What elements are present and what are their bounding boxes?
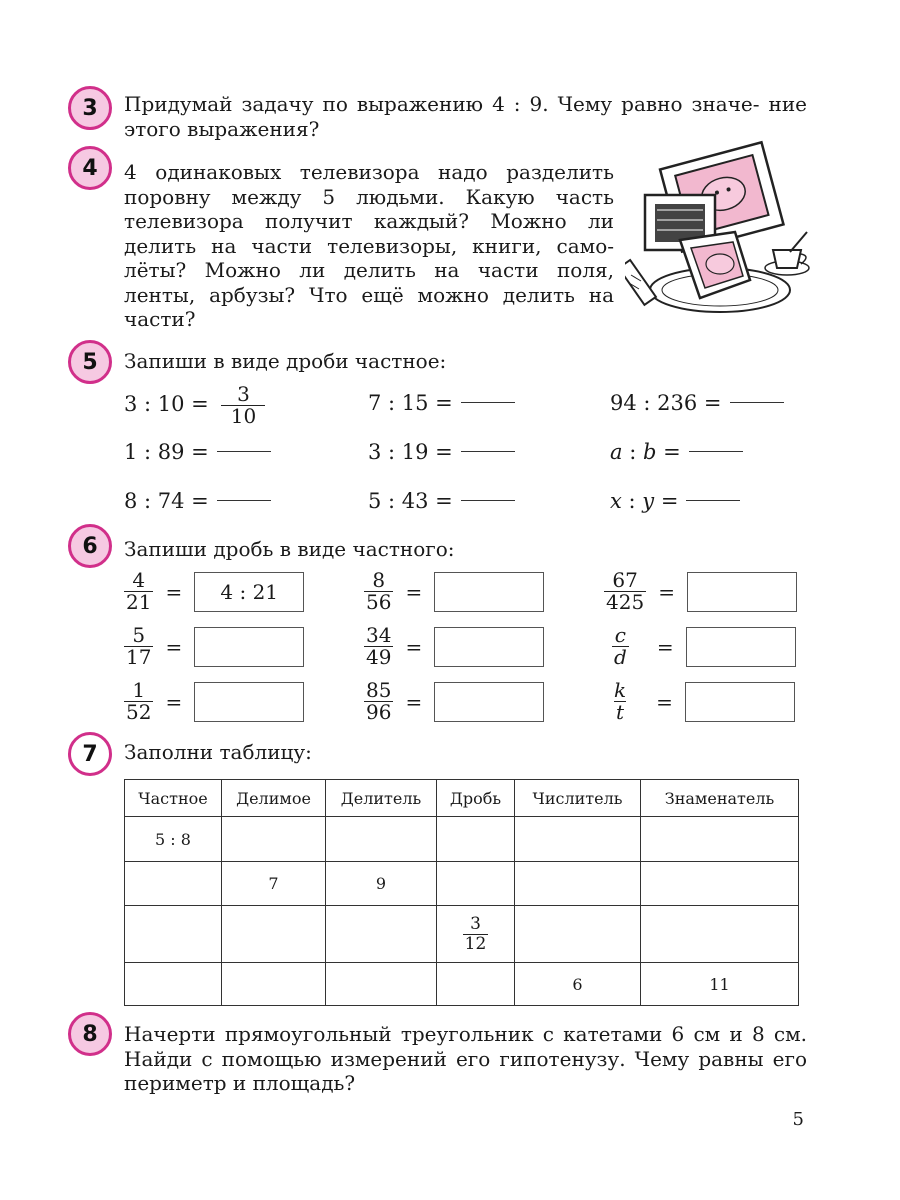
answer-blank[interactable] bbox=[217, 500, 271, 501]
fraction-denominator: 96 bbox=[366, 700, 392, 724]
equals-sign: = bbox=[656, 634, 674, 659]
answer-box[interactable] bbox=[194, 627, 304, 667]
equals-sign: = bbox=[405, 689, 423, 714]
table-header: Дробь bbox=[437, 780, 515, 817]
division-expression bbox=[368, 440, 515, 464]
table-header: Делитель bbox=[326, 780, 437, 817]
table-cell[interactable] bbox=[515, 906, 641, 963]
variable: x bbox=[610, 489, 622, 513]
answer-blank[interactable] bbox=[461, 451, 515, 452]
answer-box[interactable] bbox=[685, 682, 795, 722]
fraction bbox=[604, 570, 646, 613]
task-number-badge bbox=[68, 732, 112, 776]
fraction bbox=[463, 915, 489, 954]
task-number: 6 bbox=[82, 533, 98, 559]
expression-text: 8 : 74 = bbox=[124, 489, 209, 513]
task-number-badge bbox=[68, 524, 112, 568]
table-header: Частное bbox=[125, 780, 222, 817]
fraction-numerator: c bbox=[614, 623, 626, 647]
division-expression bbox=[124, 489, 271, 513]
fraction-numerator: 8 bbox=[372, 568, 386, 592]
expression-text: 7 : 15 = bbox=[368, 391, 453, 415]
answer-blank[interactable] bbox=[217, 451, 271, 452]
fraction-denominator: 21 bbox=[126, 590, 152, 614]
answer-blank[interactable] bbox=[686, 500, 740, 501]
answer-box[interactable]: 4 : 21 bbox=[194, 572, 304, 612]
division-expression bbox=[368, 391, 515, 415]
fraction bbox=[612, 625, 629, 668]
task-number: 7 bbox=[82, 741, 98, 767]
task-number: 8 bbox=[82, 1021, 98, 1047]
task-number-badge bbox=[68, 86, 112, 130]
variable: y bbox=[642, 489, 655, 513]
task-8-text: Начерти прямоугольный треугольник с катетами 6 см и 8 см. Найди с помощью измерений его гипотенузу. Чему равны его периметр и площадь? bbox=[124, 1022, 807, 1095]
task-5-instruction: Запиши в виде дроби частное: bbox=[124, 349, 447, 373]
tv-pig-illustration bbox=[625, 140, 815, 340]
answer-blank[interactable] bbox=[730, 402, 784, 403]
fraction-row bbox=[124, 680, 304, 723]
table-cell[interactable] bbox=[326, 906, 437, 963]
table-cell[interactable] bbox=[222, 906, 326, 963]
table-cell[interactable]: 7 bbox=[222, 862, 326, 906]
expression-text: 3 : 10 = bbox=[124, 392, 209, 416]
fraction-numerator: 85 bbox=[366, 678, 392, 702]
table-cell[interactable] bbox=[515, 862, 641, 906]
division-expression bbox=[124, 384, 265, 427]
fraction-row bbox=[364, 570, 544, 613]
equals-sign: = bbox=[405, 579, 423, 604]
table-cell[interactable] bbox=[437, 906, 515, 963]
fraction bbox=[124, 625, 153, 668]
table-cell[interactable] bbox=[641, 817, 799, 862]
fraction-row bbox=[124, 570, 304, 613]
table-cell[interactable] bbox=[641, 862, 799, 906]
table-cell[interactable] bbox=[437, 817, 515, 862]
page-number: 5 bbox=[792, 1109, 804, 1130]
task-number: 3 bbox=[82, 95, 98, 121]
fraction-denominator: 52 bbox=[126, 700, 152, 724]
expression-text: 94 : 236 = bbox=[610, 391, 722, 415]
fraction bbox=[124, 570, 153, 613]
operator: : bbox=[622, 440, 643, 464]
fraction-row bbox=[124, 625, 304, 668]
answer-box[interactable] bbox=[434, 627, 544, 667]
task-number-badge bbox=[68, 340, 112, 384]
equals-sign: = bbox=[656, 689, 673, 714]
equals-sign: = bbox=[165, 689, 183, 714]
fraction bbox=[364, 680, 393, 723]
fraction-row bbox=[604, 570, 797, 613]
table-header: Знаменатель bbox=[641, 780, 799, 817]
fraction-numerator: 5 bbox=[132, 623, 146, 647]
table-cell[interactable] bbox=[222, 817, 326, 862]
answer-box[interactable] bbox=[686, 627, 796, 667]
fraction-denominator: 425 bbox=[606, 590, 645, 614]
fraction-numerator: k bbox=[614, 678, 627, 702]
answer-box[interactable] bbox=[434, 682, 544, 722]
expression-text: 3 : 19 = bbox=[368, 440, 453, 464]
equals: = bbox=[656, 440, 681, 464]
fraction bbox=[364, 625, 393, 668]
division-expression bbox=[610, 489, 740, 513]
task-number: 4 bbox=[82, 155, 98, 181]
table-cell[interactable]: 6 bbox=[515, 963, 641, 1006]
expression-text: 5 : 43 = bbox=[368, 489, 453, 513]
fraction-numerator: 4 bbox=[132, 568, 146, 592]
table-cell[interactable] bbox=[222, 963, 326, 1006]
fraction-table bbox=[124, 779, 799, 1006]
table-cell[interactable] bbox=[437, 963, 515, 1006]
table-cell[interactable] bbox=[641, 906, 799, 963]
division-expression bbox=[368, 489, 515, 513]
fraction bbox=[221, 384, 265, 427]
equals-sign: = bbox=[165, 634, 183, 659]
table-cell[interactable]: 5 : 8 bbox=[125, 817, 222, 862]
table-header: Числитель bbox=[515, 780, 641, 817]
task-7-instruction: Заполни таблицу: bbox=[124, 740, 312, 764]
task-number-badge bbox=[68, 1012, 112, 1056]
table-cell[interactable] bbox=[437, 862, 515, 906]
table-cell[interactable] bbox=[515, 817, 641, 862]
answer-box[interactable] bbox=[687, 572, 797, 612]
fraction bbox=[124, 680, 153, 723]
equals: = bbox=[654, 489, 679, 513]
fraction-denominator: 12 bbox=[464, 933, 487, 954]
answer-blank[interactable] bbox=[461, 402, 515, 403]
task-4-text: 4 одинаковых телевизора надо разделить поровну между 5 людьми. Какую часть телевизора получит каждый? Можно ли делить на части телевизоры, книги, само- лёты? Можно ли делить на части поля, ленты, арбузы? Что ещё можно делить на части? bbox=[124, 160, 614, 331]
fraction-row bbox=[364, 625, 544, 668]
variable: b bbox=[642, 440, 657, 464]
fraction-numerator: 3 bbox=[470, 913, 481, 934]
fraction-row bbox=[612, 625, 796, 668]
fraction-numerator: 34 bbox=[366, 623, 392, 647]
task-number-badge bbox=[68, 146, 112, 190]
fraction-denominator: t bbox=[616, 700, 625, 724]
fraction bbox=[612, 680, 628, 723]
division-expression bbox=[610, 391, 784, 415]
fraction-denominator: 49 bbox=[366, 645, 392, 669]
fraction-denominator: 17 bbox=[126, 645, 152, 669]
table-cell[interactable] bbox=[326, 963, 437, 1006]
task-number: 5 bbox=[82, 349, 98, 375]
fraction-numerator: 1 bbox=[132, 678, 146, 702]
fraction-denominator: d bbox=[614, 645, 627, 669]
fraction-denominator: 10 bbox=[221, 405, 265, 427]
table-cell[interactable] bbox=[326, 817, 437, 862]
operator: : bbox=[621, 489, 643, 513]
division-expression bbox=[124, 440, 271, 464]
answer-blank[interactable] bbox=[689, 451, 743, 452]
table-cell[interactable] bbox=[125, 862, 222, 906]
table-header: Делимое bbox=[222, 780, 326, 817]
equals-sign: = bbox=[405, 634, 423, 659]
equals-sign: = bbox=[658, 579, 675, 604]
table-cell[interactable] bbox=[125, 906, 222, 963]
answer-box[interactable] bbox=[434, 572, 544, 612]
table-cell[interactable]: 9 bbox=[326, 862, 437, 906]
fraction-numerator: 3 bbox=[237, 382, 250, 406]
fraction-numerator: 67 bbox=[612, 568, 638, 592]
fraction-row bbox=[612, 680, 795, 723]
equals-sign: = bbox=[165, 579, 183, 604]
fraction-row bbox=[364, 680, 544, 723]
task-3-text: Придумай задачу по выражению 4 : 9. Чему равно значе- ние этого выражения? bbox=[124, 92, 807, 141]
table-cell[interactable]: 11 bbox=[641, 963, 799, 1006]
division-expression bbox=[610, 440, 743, 464]
task-6-instruction: Запиши дробь в виде частного: bbox=[124, 537, 455, 561]
table-cell[interactable] bbox=[125, 963, 222, 1006]
variable: a bbox=[610, 440, 623, 464]
answer-blank[interactable] bbox=[461, 500, 515, 501]
expression-text: 1 : 89 = bbox=[124, 440, 209, 464]
answer-box[interactable] bbox=[194, 682, 304, 722]
fraction-denominator: 56 bbox=[366, 590, 392, 614]
fraction bbox=[364, 570, 393, 613]
